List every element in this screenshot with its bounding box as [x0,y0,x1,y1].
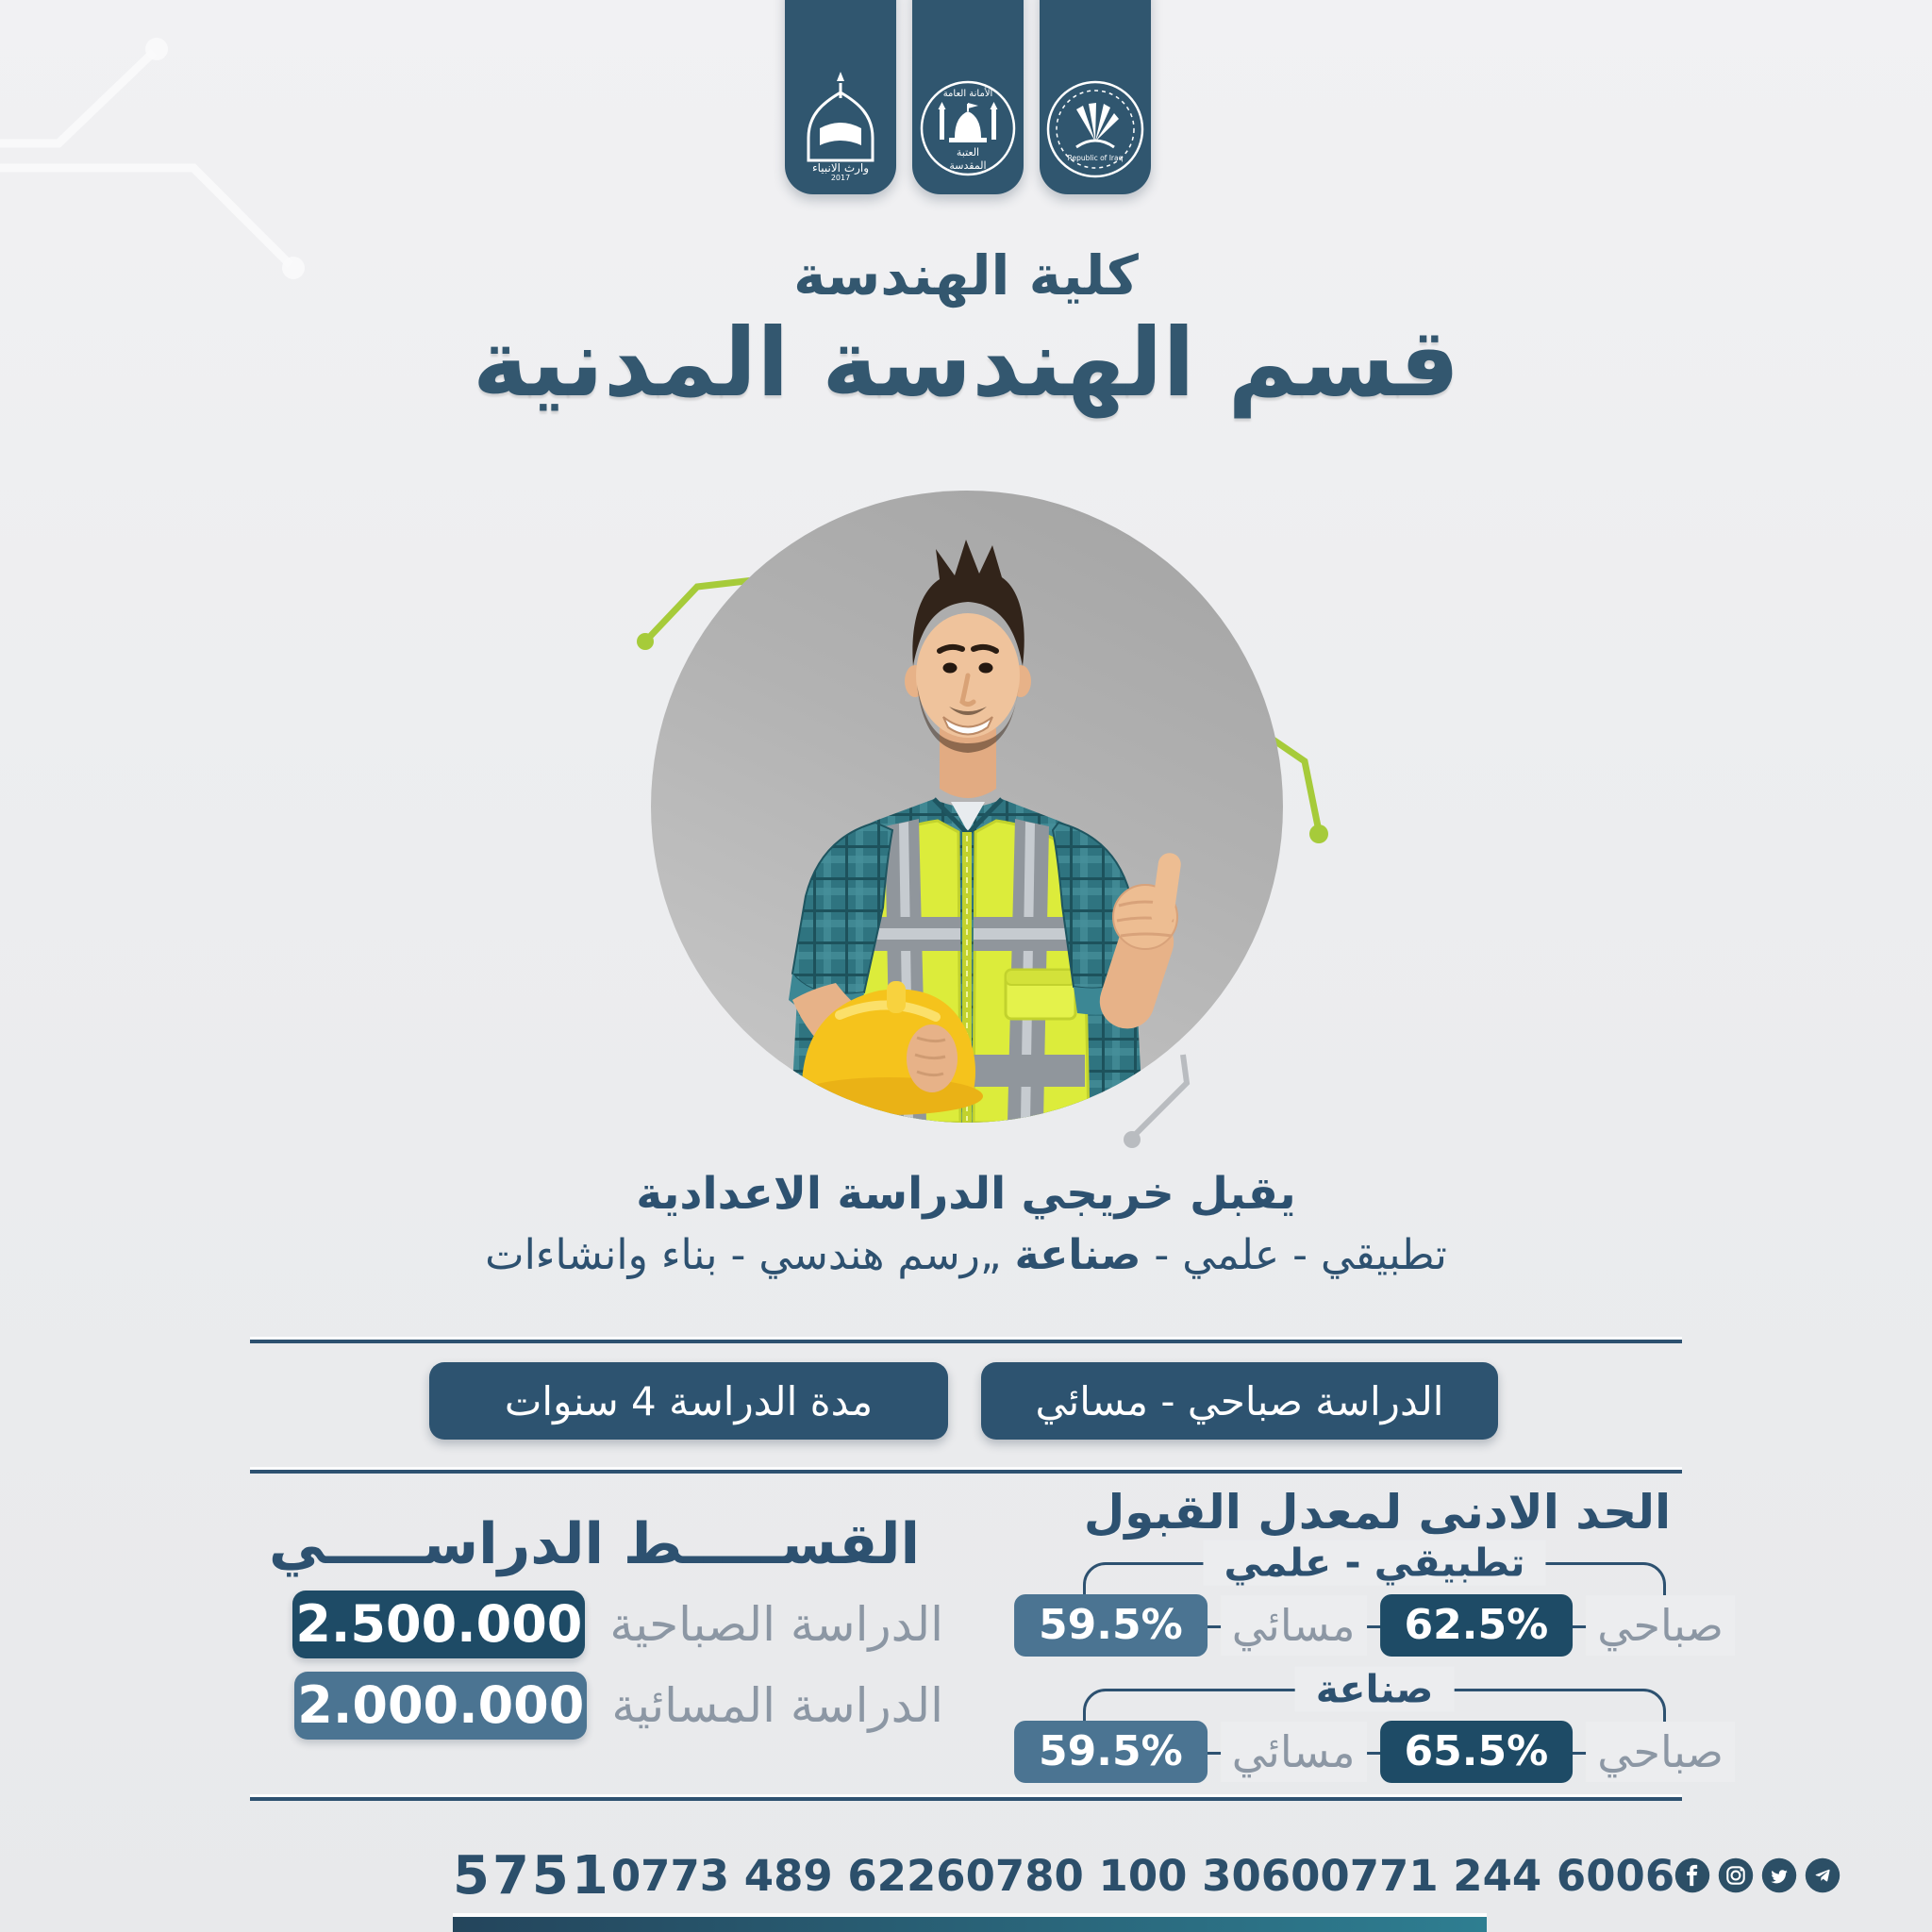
acceptance-values-row [1014,1594,1735,1657]
tracks-line-suffix: „رسم هندسي - بناء وانشاءات [485,1231,1015,1279]
phone-number-2: 0780 100 3060 [965,1850,1321,1901]
tracks-line-bold: صناعة [1014,1231,1141,1279]
accepts-graduates-line: يقبل خريجي الدراسة الاعدادية [636,1168,1296,1220]
tuition-title: القســـــط الدراســـــي [268,1511,921,1577]
university-logo-year: 2017 [830,174,851,181]
tuition-morning-label: الدراسة الصباحية [609,1597,943,1652]
telegram-icon[interactable] [1805,1857,1840,1893]
tracks-line-prefix: تطبيقي - علمي - [1141,1231,1447,1279]
tuition-evening-amount: 2.000.000 [294,1672,587,1740]
college-title: كلية الهندسة [793,243,1139,308]
short-number: 5751 [453,1844,611,1907]
ribbon-shrine-logo [912,0,1024,194]
duration-button-label: مدة الدراسة 4 سنوات [504,1377,874,1424]
divider-middle [250,1470,1682,1474]
morning-rate-badge: 62.5% [1380,1594,1574,1657]
shifts-button-label: الدراسة صباحي - مسائي [1035,1377,1444,1424]
morning-rate-badge: 65.5% [1380,1721,1574,1783]
instagram-icon[interactable] [1718,1857,1754,1893]
engineer-photo [651,491,1283,1123]
min-acceptance-title: الحد الادنى لمعدل القبول [1083,1485,1672,1540]
social-icons [1674,1857,1840,1893]
divider-top [250,1340,1682,1343]
tuition-morning-amount: 2.500.000 [292,1591,585,1658]
ministry-logo-icon [1044,77,1146,181]
shifts-button[interactable] [981,1362,1498,1440]
facebook-icon[interactable] [1674,1857,1710,1893]
tracks-line [0,1231,1932,1279]
university-logo-text: وارث الانبياء [811,161,870,175]
acceptance-group-name: تطبيقي - علمي [1203,1541,1545,1586]
shrine-logo-mid-text: العتبة [956,146,980,158]
ribbon-ministry-logo [1040,0,1151,194]
morning-label: صباحي [1586,1595,1735,1656]
duration-button[interactable] [429,1362,948,1440]
bottom-accent-bar [453,1917,1487,1932]
university-warith-logo-icon [793,70,888,181]
ministry-logo-ring-text: Republic of Iraq [1067,154,1124,162]
acceptance-group-name: صناعة [1295,1667,1455,1712]
phone-number-3: 0771 244 6006 [1320,1850,1675,1901]
contact-strip [453,1844,1675,1907]
shrine-logo-top-text: الأمانة العامة [942,89,993,99]
engineer-illustration [651,491,1283,1123]
evening-rate-badge: 59.5% [1014,1721,1208,1783]
morning-label: صباحي [1586,1722,1735,1782]
acceptance-values-row [1014,1721,1735,1783]
holy-shrine-logo-icon [919,75,1017,181]
acceptance-group-applied-scientific [1039,1540,1724,1651]
divider-bottom [250,1797,1682,1801]
phone-number-1: 0773 489 6226 [610,1850,966,1901]
tuition-row-evening [294,1672,943,1740]
ribbon-university-logo [785,0,896,194]
acceptance-group-industrial [1039,1666,1724,1777]
evening-rate-badge: 59.5% [1014,1594,1208,1657]
tuition-evening-label: الدراسة المسائية [611,1678,943,1733]
twitter-icon[interactable] [1761,1857,1797,1893]
shrine-logo-bottom-text: المقدسة [949,159,987,172]
evening-label: مسائي [1221,1595,1367,1656]
tuition-row-morning [292,1591,943,1658]
department-title: قسم الهندسة المدنية [472,308,1460,418]
evening-label: مسائي [1221,1722,1367,1782]
